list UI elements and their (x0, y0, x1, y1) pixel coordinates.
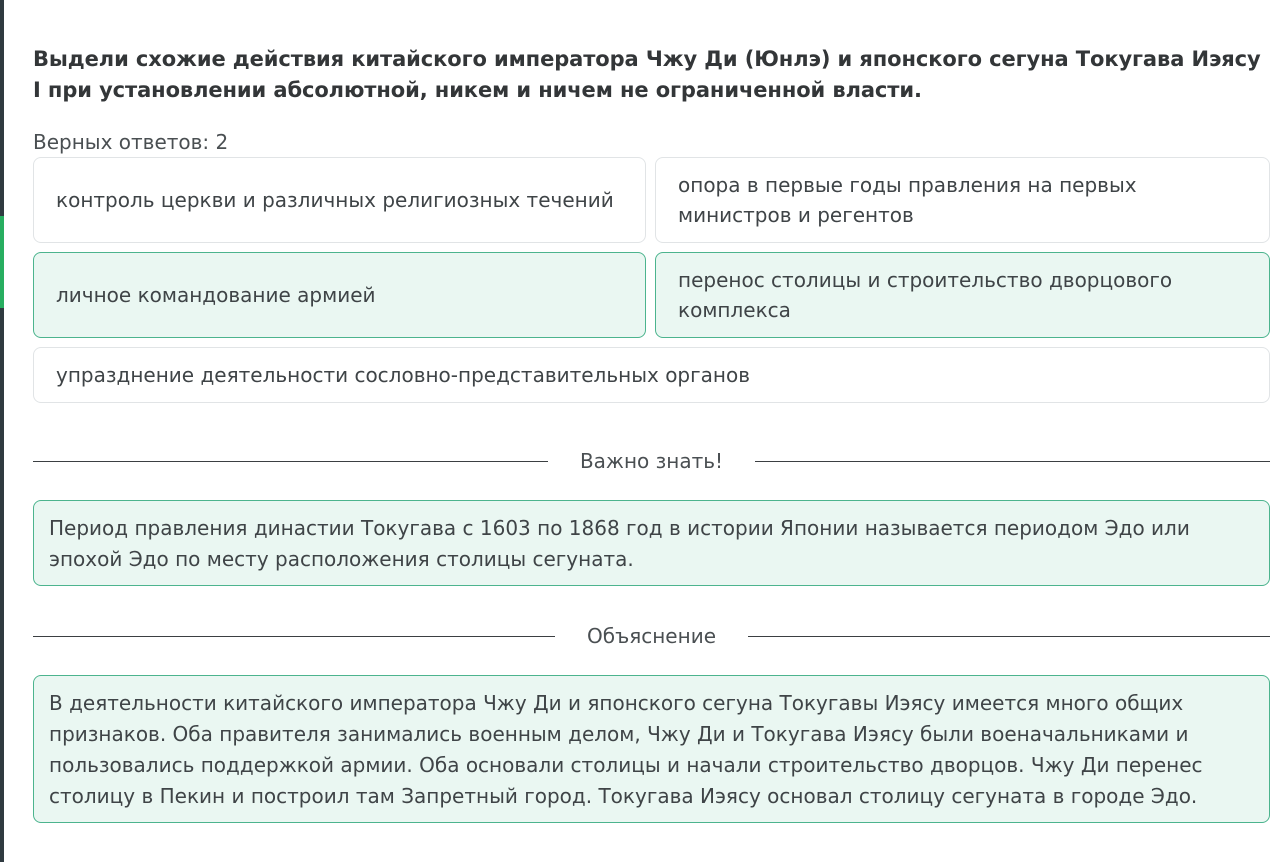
important-divider (33, 446, 1270, 476)
important-note: Период правления династии Токугава с 1603 по 1868 год в истории Японии называется периодом Эдо или эпохой Эдо по месту расположения столицы сегуната. (33, 500, 1270, 586)
explanation-note: В деятельности китайского императора Чжу Ди и японского сегуна Токугавы Иэясу имеется много общих признаков. Оба правителя занимались военным делом, Чжу Ди и Токугава Иэясу были военачальниками и пользовались поддержкой армии. Оба основали столицы и начали строительство дворцов. Чжу Ди перенес столицу в Пекин и построил там Запретный город. Токугава Иэясу основал столицу сегуната в городе Эдо. (33, 675, 1270, 823)
divider-line-right (748, 636, 1270, 637)
explanation-divider (33, 621, 1270, 651)
answer-option-ministers-regents[interactable]: опора в первые годы правления на первых министров и регентов (655, 157, 1270, 243)
left-rail-progress-accent (0, 216, 4, 308)
divider-line-left (33, 636, 555, 637)
left-rail (0, 0, 4, 862)
answer-option-army-command[interactable]: личное командование армией (33, 252, 646, 338)
question-text: Выдели схожие действия китайского императора Чжу Ди (Юнлэ) и японского сегуна Токугава Иэясу I при установлении абсолютной, никем и ничем не ограниченной власти. (33, 47, 1261, 102)
divider-line-left (33, 461, 548, 462)
answer-option-capital-transfer[interactable]: перенос столицы и строительство дворцового комплекса (655, 252, 1270, 338)
answer-options (33, 157, 1270, 403)
divider-line-right (755, 461, 1270, 462)
explanation-heading: Объяснение (587, 624, 716, 648)
exercise-content (33, 44, 1270, 823)
important-heading: Важно знать! (579, 449, 724, 473)
answer-option-abolition-estates[interactable]: упразднение деятельности сословно-представительных органов (33, 347, 1270, 403)
answer-option-church-control[interactable]: контроль церкви и различных религиозных течений (33, 157, 646, 243)
correct-answers-count: Верных ответов: 2 (33, 130, 229, 154)
